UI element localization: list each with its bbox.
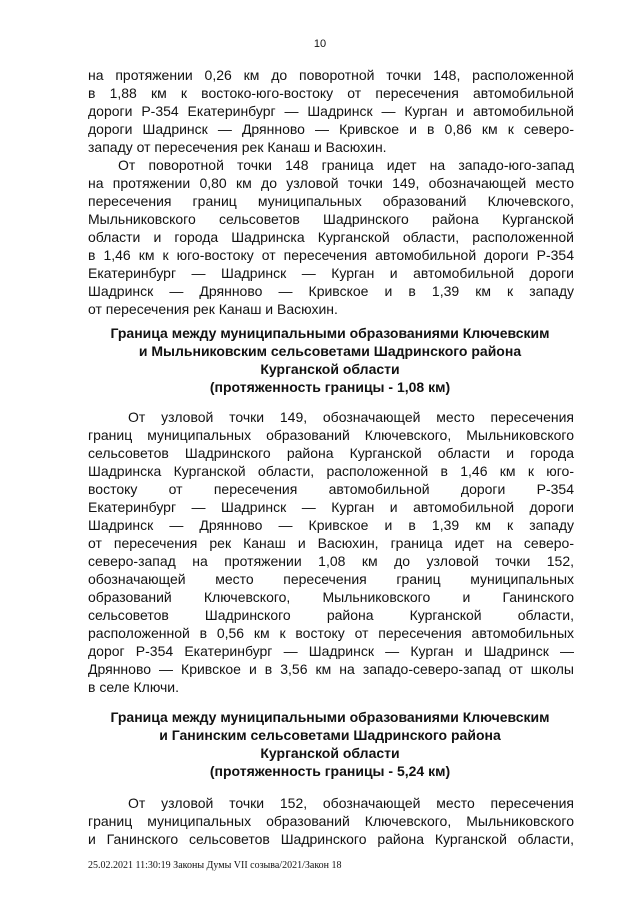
text-line: Мыльниковского сельсоветов Шадринского района Курганской	[88, 211, 574, 227]
text-line: Екатеринбург — Шадринск — Курган и автомобильной дороги	[88, 499, 574, 515]
text-line: востоку от пересечения автомобильной дороги Р-354	[88, 481, 574, 497]
text-line: в 1,88 км к востоко-юго-востоку от пересечения автомобильной	[88, 85, 574, 101]
heading-line: (протяженность границы - 1,08 км)	[209, 379, 451, 395]
text-line: дороги Р-354 Екатеринбург — Шадринск — Курган и автомобильной	[88, 103, 574, 119]
text-line: Шадринска Курганской области, расположенной в 1,46 км к юго-	[88, 463, 574, 479]
section-heading-2	[70, 708, 590, 780]
text-line: на протяжении 0,80 км до узловой точки 149, обозначающей место	[88, 175, 574, 191]
text-line: Дрянново — Кривское и в 3,56 км на западо-северо-запад от школы	[88, 661, 574, 677]
paragraph-2	[88, 156, 574, 318]
paragraph-3	[88, 408, 574, 696]
text-line: дорог Р-354 Екатеринбург — Шадринск — Курган и Шадринск —	[88, 643, 574, 659]
text-line: Екатеринбург — Шадринск — Курган и автомобильной дороги	[88, 265, 574, 281]
text-line: обозначающей место пересечения границ муниципальных	[88, 571, 574, 587]
page-number: 10	[313, 38, 327, 50]
text-line: от пересечения рек Канаш и Васюхин, граница идет на северо-	[88, 535, 574, 551]
heading-line: Курганской области	[260, 745, 400, 761]
text-line: границ муниципальных образований Ключевского, Мыльниковского	[88, 427, 574, 443]
text-line: границ муниципальных образований Ключевского, Мыльниковского	[88, 813, 574, 829]
text-line: области и города Шадринска Курганской области, расположенной	[88, 229, 574, 245]
text-line: расположенной в 0,56 км к востоку от пересечения автомобильных	[88, 625, 574, 641]
heading-line: и Мыльниковским сельсоветами Шадринского района	[138, 343, 522, 359]
text-line: северо-запад на протяжении 1,08 км до узловой точки 152,	[88, 553, 574, 569]
paragraph-4	[88, 794, 574, 848]
section-heading-1	[70, 324, 590, 396]
paragraph-1	[88, 66, 574, 156]
text-line: пересечения границ муниципальных образований Ключевского,	[88, 193, 574, 209]
text-line: Шадринск — Дрянново — Кривское и в 1,39 км к западу	[88, 517, 574, 533]
text-line: образований Ключевского, Мыльниковского и Ганинского	[88, 589, 574, 605]
text-line: в селе Ключи.	[88, 679, 180, 695]
text-line: западу от пересечения рек Канаш и Васюхин.	[88, 139, 387, 155]
document-footer: 25.02.2021 11:30:19 Законы Думы VII созыва/2021/Закон 18	[88, 860, 342, 871]
text-line: От узловой точки 152, обозначающей место пересечения	[128, 795, 574, 811]
text-line: от пересечения рек Канаш и Васюхин.	[88, 301, 338, 317]
heading-line: Граница между муниципальными образованиями Ключевским	[110, 709, 550, 725]
heading-line: (протяженность границы - 5,24 км)	[209, 763, 451, 779]
text-line: От поворотной точки 148 граница идет на западо-юго-запад	[118, 157, 574, 173]
text-line: От узловой точки 149, обозначающей место пересечения	[128, 409, 574, 425]
text-line: сельсоветов Шадринского района Курганской области и города	[88, 445, 574, 461]
heading-line: Курганской области	[260, 361, 400, 377]
text-line: и Ганинского сельсоветов Шадринского района Курганской области,	[88, 831, 574, 847]
text-line: в 1,46 км к юго-востоку от пересечения автомобильной дороги Р-354	[88, 247, 574, 263]
heading-line: Граница между муниципальными образованиями Ключевским	[110, 325, 550, 341]
text-line: Шадринск — Дрянново — Кривское и в 1,39 км к западу	[88, 283, 574, 299]
heading-line: и Ганинским сельсоветами Шадринского района	[159, 727, 501, 743]
text-line: сельсоветов Шадринского района Курганской области,	[88, 607, 574, 623]
text-line: дороги Шадринск — Дрянново — Кривское и в 0,86 км к северо-	[88, 121, 574, 137]
text-line: на протяжении 0,26 км до поворотной точки 148, расположенной	[88, 67, 574, 83]
